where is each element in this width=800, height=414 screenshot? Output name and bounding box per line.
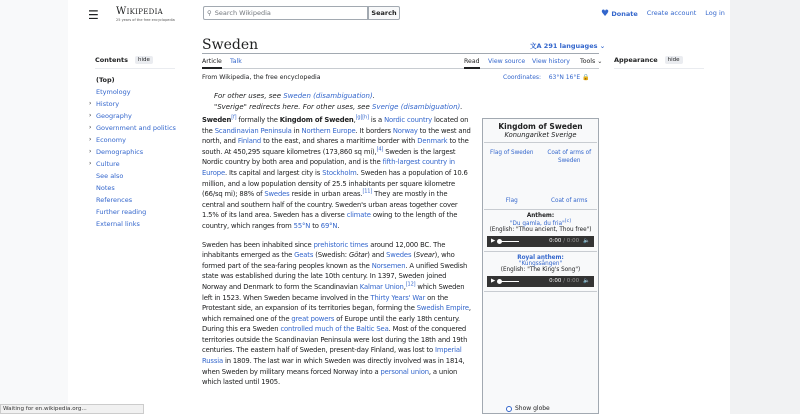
tab-talk[interactable]: Talk [230,58,242,65]
article-link[interactable]: controlled much of the Baltic Sea [280,325,389,334]
text-run: "Sverige" redirects here. For other uses, see [214,102,372,111]
flag-link[interactable]: Flag [505,198,518,204]
play-icon[interactable]: ▶ [491,238,496,245]
royal-anthem-link[interactable]: "Kungssången" [518,260,563,267]
infobox-title: Kingdom of Sweden [498,122,583,131]
article-link[interactable]: Norsemen [371,261,406,270]
chevron-right-icon[interactable]: › [89,136,92,143]
player-time: 0:00 [549,278,562,285]
tab-read[interactable]: Read [464,58,480,69]
article-link[interactable]: personal union [380,367,429,376]
text-run: in [291,126,302,135]
toc-item[interactable] [95,206,195,218]
page-tabs [202,56,603,69]
text-run: . It borders [355,126,393,135]
page-title: Sweden [202,37,259,53]
toc-item[interactable] [95,218,195,230]
text-run: to the west and north, and [202,126,471,146]
article-body [202,115,472,396]
anthem-link[interactable]: "Du gamla, du fria" [509,220,565,227]
citation-ref[interactable]: [12] [405,281,416,288]
text-run: . A unified Swedish state was established during the late 10th century. In 1397, Sweden joined Norway and Denmark to form the Scandinavian [202,261,468,291]
coat-of-arms-image[interactable]: Coat of arms of Sweden [547,150,592,164]
chevron-right-icon[interactable]: › [89,160,92,167]
toc-item-label[interactable]: Etymology [96,88,131,96]
search-icon: ⚲ [207,9,212,17]
toc-item[interactable] [95,74,195,86]
toc-item-label[interactable]: Government and politics [96,124,176,132]
toc-item[interactable] [89,146,195,158]
text-run: ( [411,251,416,260]
table-of-contents [89,56,195,230]
toc-item[interactable] [95,86,195,98]
text-run: in 1809. The last war in which Sweden was directly involved was in 1814, when Sweden by military means forced Norway into a [202,357,465,376]
text-run: ) and [367,251,387,260]
text-run: which Sweden left in 1523. When Sweden became involved in the [202,282,465,302]
coordinates-label: Coordinates: [503,74,542,81]
text-run: . [460,102,463,111]
toc-item-label[interactable]: Further reading [96,208,147,216]
toc-item[interactable] [89,110,195,122]
citation-ref[interactable]: [g][h] [355,114,369,121]
text-run: is a [368,116,385,124]
article-link[interactable]: Northern Europe [301,126,356,135]
chevron-right-icon[interactable]: › [89,112,92,119]
article-link[interactable]: Kalmar Union [359,282,404,291]
search-placeholder: Search Wikipedia [214,9,271,17]
text-run: . Its capital and largest city is [225,168,323,177]
player-time: 0:00 [549,238,562,245]
toc-item[interactable] [95,194,195,206]
infobox [482,118,599,414]
chevron-right-icon[interactable]: › [89,100,92,107]
text-run: to [310,221,321,230]
login-link[interactable]: Log in [705,9,725,17]
text-run: reside in urban areas. [289,190,363,199]
toc-item-label[interactable]: Notes [96,184,115,192]
wikipedia-logo[interactable] [116,6,175,22]
text-run: , a union which lasted until 1905. [202,367,458,387]
player-total: / 0:00 [563,238,580,245]
anthem-english: (English: "Thou ancient, Thou free") [489,226,592,233]
infobox-native-name: Konungariket Sverige [504,131,577,139]
donate-link[interactable] [601,9,638,19]
paragraph [202,115,472,232]
coordinates[interactable] [503,74,590,81]
logo-tagline: 25 years of the free encyclopedia [116,18,175,22]
text-run: Kingdom of Sweden [279,116,354,124]
text-run: (Swedish: [313,251,349,260]
search-input[interactable] [203,6,368,20]
text-run: formally the [236,116,280,124]
toc-title: Contents [95,56,128,64]
text-run: ), who formed part of the sea-faring peoples known as the [202,251,455,270]
text-run: , which remained one of the [202,304,471,323]
article-link[interactable]: climate [346,211,371,220]
text-run: located on the [202,116,469,135]
player-total: / 0:00 [563,278,580,285]
radio-icon[interactable] [506,406,512,412]
text-run: Sweden is the largest Nordic country by both area and population, and is the [202,147,456,167]
tools-label: Tools [580,58,596,65]
text-run: to the south. At 450,295 square kilometres (173,860 sq mi), [202,137,469,156]
hatnote [214,102,463,113]
toc-item-label[interactable]: References [96,196,133,204]
anthem-ref[interactable]: [c] [564,219,572,224]
toc-item[interactable] [89,158,195,170]
flag-image[interactable]: Flag of Sweden [489,150,534,156]
toc-hide-button[interactable]: hide [135,56,153,64]
royal-anthem-english: (English: "The King's Song") [500,266,581,273]
article-link[interactable]: Norway [392,126,418,135]
language-count: 291 languages [543,42,598,50]
article-link[interactable]: Swedes [264,190,290,199]
article-link[interactable]: Swedish Empire [416,304,469,313]
citation-ref[interactable]: [11] [362,188,373,195]
text-run: Götar [348,251,368,260]
volume-icon[interactable]: 🔈 [583,278,590,285]
chevron-right-icon[interactable]: › [89,148,92,155]
article-link[interactable]: fifth-largest country in Europe [202,158,455,177]
text-run: . [372,92,375,100]
tab-view-source[interactable]: View source [488,58,526,65]
text-run: Sweden has been inhabited since [202,240,314,249]
text-run: of Europe until the early 18th century. During this era Sweden [202,314,460,334]
toc-item-label[interactable]: Geography [96,112,132,120]
article-link[interactable]: Scandinavian Peninsula [214,126,292,135]
heart-icon: ♥ [601,9,610,19]
royal-anthem-audio-player[interactable] [487,276,594,287]
lock-icon: 🔒 [582,74,590,81]
text-run: . Sweden has a population of 10.6 million, and a low population density of 25.5 inhabitants per square kilometre (66/sq mi); 88% of [202,168,468,199]
volume-icon[interactable]: 🔈 [583,238,590,245]
appearance-title: Appearance [614,56,658,64]
toc-item-label[interactable]: Culture [96,160,120,168]
text-run: . Most of the conquered territories outside the Scandinavian Peninsula were lost during the 18th and 19th centuries. The eastern half of Sweden, present-day Finland, was lost to [202,325,468,355]
page [68,0,730,414]
article-link[interactable]: Imperial Russia [202,346,462,366]
tab-view-history[interactable]: View history [532,58,570,65]
royal-anthem-label[interactable]: Royal anthem: [517,254,564,261]
anthem-audio-player[interactable] [487,236,594,247]
tab-article[interactable]: Article [202,58,222,69]
logo-wordmark: Wikipedia [116,6,163,17]
toc-item-label[interactable]: History [96,100,120,108]
create-account-link[interactable]: Create account [646,9,697,17]
search-button[interactable]: Search [368,6,400,20]
text-run: on the Protestant side, an expansion of its territories began, forming the [202,293,449,313]
coat-of-arms-link[interactable]: Coat of arms [551,198,588,204]
text-run: to the east, and shares a maritime border with [261,137,418,146]
browser-status-bar: Waiting for en.wikipedia.org... [0,404,144,414]
article-link[interactable]: Finland [237,137,262,146]
toc-item-label[interactable]: See also [96,172,124,180]
site-sub: From Wikipedia, the free encyclopedia [202,74,321,81]
toc-item-label[interactable]: (Top) [96,76,115,84]
seek-slider[interactable] [499,281,519,282]
hatnotes [214,91,463,112]
coordinates-value[interactable]: 63°N 16°E [548,74,581,81]
article-link[interactable]: Geats [294,251,314,260]
text-run: . [337,221,340,230]
article-link[interactable]: Swedes [386,251,412,260]
article-link[interactable]: Denmark [417,137,448,146]
main-menu-icon[interactable]: ☰ [88,8,99,22]
appearance-hide-button[interactable]: hide [665,56,683,64]
tools-menu[interactable]: Tools ⌄ [580,58,603,65]
text-run: They are mostly in the central and southern half of the country. Sweden's urban areas together cover 1.5% of its land area. Sweden has a diverse [202,190,458,220]
play-icon[interactable]: ▶ [491,278,496,285]
text-run: owing to the length of the country, which ranges from [202,211,458,230]
article-link[interactable]: Stockholm [322,168,357,177]
toc-item[interactable] [95,182,195,194]
language-button[interactable]: 文A 291 languages ⌄ [530,42,606,50]
article-link[interactable]: 69°N [320,221,338,230]
article-link[interactable]: Nordic country [384,116,432,124]
text-run: , [403,282,406,291]
text-run: Sweden [202,116,232,124]
article-link[interactable]: Sweden (disambiguation) [283,92,373,100]
toc-item-label[interactable]: Economy [96,136,126,144]
show-globe-radio[interactable] [506,405,550,412]
article-link[interactable]: Thirty Years' War [370,293,426,302]
hatnote [214,91,463,102]
text-run: Svear [415,251,435,260]
article-link[interactable]: prehistoric times [313,240,369,249]
translate-icon: 文A [530,42,542,50]
text-run: For other uses, see [214,92,284,100]
donate-label: Donate [611,10,638,18]
toc-item[interactable] [89,122,195,134]
article-link[interactable]: great powers [291,314,335,323]
paragraph [202,240,472,388]
right-margin [730,0,800,414]
seek-slider[interactable] [499,241,519,242]
toc-item-label[interactable]: Demographics [96,148,144,156]
show-globe-label: Show globe [515,405,550,412]
citation-ref[interactable]: [f] [231,114,237,121]
chevron-right-icon[interactable]: › [89,124,92,131]
article-link[interactable]: 55°N [293,221,311,230]
text-run: around 12,000 BC. The inhabitants emerged as the [202,240,446,260]
citation-ref[interactable]: [4] [376,146,384,153]
text-run: , [353,116,356,124]
toc-item[interactable] [89,134,195,146]
toc-item[interactable] [89,98,195,110]
toc-item[interactable] [95,170,195,182]
divider [202,53,599,54]
article-link[interactable]: Sverige (disambiguation) [372,102,461,111]
anthem-label: Anthem: [526,213,555,219]
toc-item-label[interactable]: External links [96,220,140,228]
